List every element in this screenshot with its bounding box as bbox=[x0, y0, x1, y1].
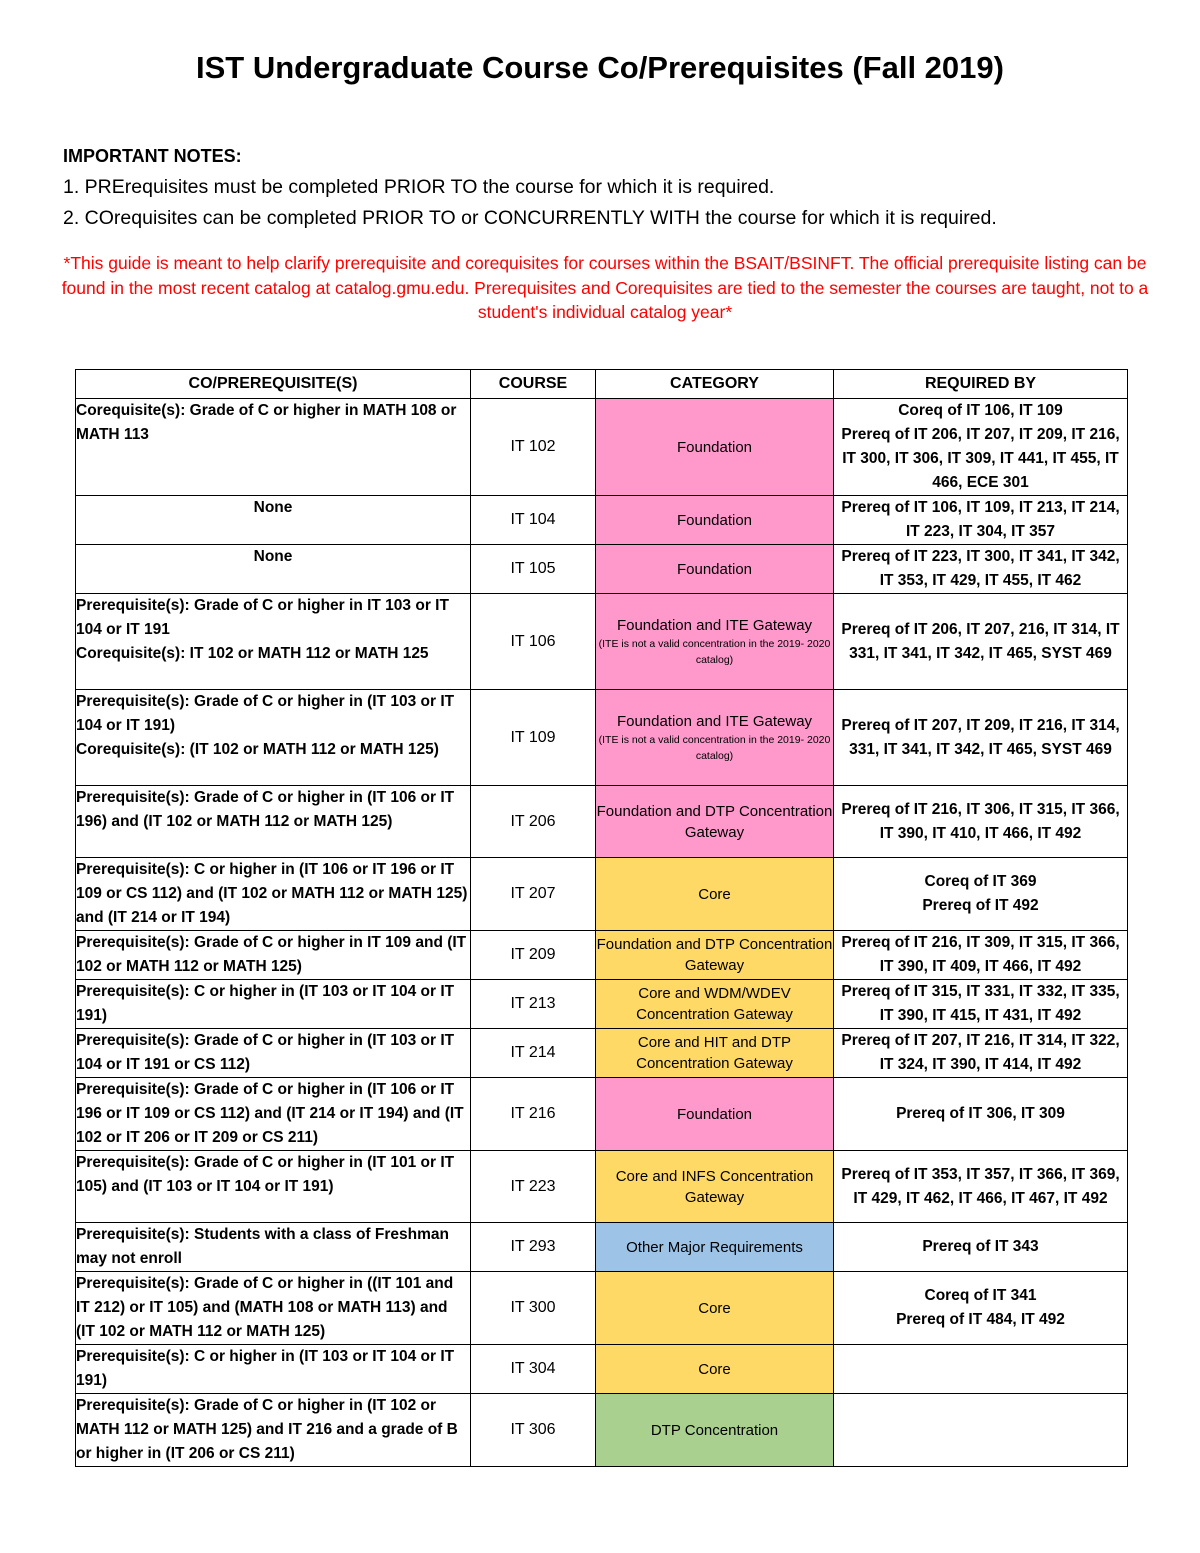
note-corequisite: 2. COrequisites can be completed PRIOR TO or CONCURRENTLY WITH the course for which it is required. bbox=[63, 207, 997, 229]
course-cell: IT 106 bbox=[471, 594, 596, 690]
category-cell bbox=[596, 931, 834, 980]
header-category: CATEGORY bbox=[596, 370, 834, 399]
category-label: Core bbox=[698, 1299, 731, 1317]
prerequisite-cell: Prerequisite(s): C or higher in (IT 103 or IT 104 or IT 191) bbox=[76, 1345, 471, 1394]
category-label: Foundation and ITE Gateway bbox=[616, 617, 813, 634]
table-row bbox=[76, 1272, 1128, 1345]
course-cell: IT 306 bbox=[471, 1394, 596, 1467]
category-label: Other Major Requirements bbox=[626, 1238, 803, 1256]
table-row bbox=[76, 399, 1128, 496]
category-label: Foundation and ITE Gateway bbox=[616, 713, 813, 730]
required-by-cell: Coreq of IT 369 Prereq of IT 492 bbox=[834, 858, 1128, 931]
category-label: Core and WDM/WDEV Concentration Gateway bbox=[636, 985, 793, 1023]
prerequisite-cell: Prerequisite(s): Grade of C or higher in (IT 101 or IT 105) and (IT 103 or IT 104 or IT 191) bbox=[76, 1151, 471, 1223]
course-cell: IT 293 bbox=[471, 1223, 596, 1272]
course-cell: IT 304 bbox=[471, 1345, 596, 1394]
category-cell bbox=[596, 858, 834, 931]
required-by-cell: Prereq of IT 306, IT 309 bbox=[834, 1078, 1128, 1151]
table-row bbox=[76, 1151, 1128, 1223]
category-label: Foundation and DTP Concentration Gateway bbox=[596, 802, 833, 841]
table-row bbox=[76, 786, 1128, 858]
table-row bbox=[76, 1223, 1128, 1272]
table-row bbox=[76, 1345, 1128, 1394]
category-label: Foundation bbox=[676, 1105, 753, 1123]
prerequisite-cell: Corequisite(s): Grade of C or higher in MATH 108 or MATH 113 bbox=[76, 399, 471, 496]
required-by-cell: Prereq of IT 353, IT 357, IT 366, IT 369, IT 429, IT 462, IT 466, IT 467, IT 492 bbox=[834, 1151, 1128, 1223]
table-row bbox=[76, 690, 1128, 786]
category-cell bbox=[596, 399, 834, 496]
course-cell: IT 105 bbox=[471, 545, 596, 594]
required-by-cell: Prereq of IT 106, IT 109, IT 213, IT 214, IT 223, IT 304, IT 357 bbox=[834, 496, 1128, 545]
category-cell bbox=[596, 1345, 834, 1394]
prerequisite-cell: Prerequisite(s): Grade of C or higher in (IT 102 or MATH 112 or MATH 125) and IT 216 and a grade of B or higher in (IT 206 or CS 211) bbox=[76, 1394, 471, 1467]
category-label: Foundation bbox=[676, 438, 753, 456]
category-label: Foundation and DTP Concentration Gateway bbox=[596, 936, 833, 974]
required-by-cell: Coreq of IT 106, IT 109 Prereq of IT 206, IT 207, IT 209, IT 216, IT 300, IT 306, IT 309, IT 441, IT 455, IT 466, ECE 301 bbox=[834, 399, 1128, 496]
required-by-cell: Prereq of IT 216, IT 309, IT 315, IT 366, IT 390, IT 409, IT 466, IT 492 bbox=[834, 931, 1128, 980]
header-coprerequisites: CO/PREREQUISITE(S) bbox=[76, 370, 471, 399]
table-header-row bbox=[76, 370, 1128, 399]
required-by-cell bbox=[834, 1394, 1128, 1467]
category-cell bbox=[596, 1151, 834, 1223]
category-cell bbox=[596, 1029, 834, 1078]
course-cell: IT 206 bbox=[471, 786, 596, 858]
header-course: COURSE bbox=[471, 370, 596, 399]
table-row bbox=[76, 980, 1128, 1029]
page-title: IST Undergraduate Course Co/Prerequisites (Fall 2019) bbox=[196, 50, 1004, 85]
category-cell bbox=[596, 1394, 834, 1467]
note-prerequisite: 1. PRErequisites must be completed PRIOR TO the course for which it is required. bbox=[63, 176, 775, 198]
prerequisite-cell: None bbox=[76, 496, 471, 545]
required-by-cell: Prereq of IT 343 bbox=[834, 1223, 1128, 1272]
required-by-cell: Prereq of IT 207, IT 209, IT 216, IT 314, 331, IT 341, IT 342, IT 465, SYST 469 bbox=[834, 690, 1128, 786]
category-cell bbox=[596, 980, 834, 1029]
prerequisite-cell: Prerequisite(s): C or higher in (IT 103 or IT 104 or IT 191) bbox=[76, 980, 471, 1029]
category-cell bbox=[596, 1078, 834, 1151]
disclaimer-text: *This guide is meant to help clarify prerequisite and corequisites for courses within the BSAIT/BSINFT. The official prerequisite listing can be found in the most recent catalog at catalog.gmu.edu. Prerequisites and Corequisites are tied to the semester the courses are taught, not to a student's individual catalog year* bbox=[61, 253, 1149, 322]
table-row bbox=[76, 1394, 1128, 1467]
prerequisite-cell: Prerequisite(s): Grade of C or higher in (IT 103 or IT 104 or IT 191 or CS 112) bbox=[76, 1029, 471, 1078]
header-required-by: REQUIRED BY bbox=[834, 370, 1128, 399]
prerequisite-cell: Prerequisite(s): Students with a class of Freshman may not enroll bbox=[76, 1223, 471, 1272]
category-cell bbox=[596, 545, 834, 594]
course-cell: IT 104 bbox=[471, 496, 596, 545]
category-cell bbox=[596, 594, 834, 690]
table-row bbox=[76, 545, 1128, 594]
table-row bbox=[76, 1029, 1128, 1078]
prerequisite-cell: Prerequisite(s): Grade of C or higher in IT 103 or IT 104 or IT 191 Corequisite(s): IT 102 or MATH 112 or MATH 125 bbox=[76, 594, 471, 690]
category-note: (ITE is not a valid concentration in the 2019- 2020 catalog) bbox=[598, 638, 831, 666]
required-by-cell: Prereq of IT 315, IT 331, IT 332, IT 335, IT 390, IT 415, IT 431, IT 492 bbox=[834, 980, 1128, 1029]
course-cell: IT 214 bbox=[471, 1029, 596, 1078]
course-cell: IT 213 bbox=[471, 980, 596, 1029]
category-label: Core bbox=[698, 885, 731, 903]
prerequisite-cell: Prerequisite(s): Grade of C or higher in (IT 106 or IT 196) and (IT 102 or MATH 112 or MATH 125) bbox=[76, 786, 471, 858]
required-by-cell: Prereq of IT 207, IT 216, IT 314, IT 322, IT 324, IT 390, IT 414, IT 492 bbox=[834, 1029, 1128, 1078]
prerequisite-table bbox=[75, 369, 1128, 1467]
prerequisite-cell: None bbox=[76, 545, 471, 594]
category-cell bbox=[596, 496, 834, 545]
table-row bbox=[76, 594, 1128, 690]
required-by-cell: Prereq of IT 223, IT 300, IT 341, IT 342, IT 353, IT 429, IT 455, IT 462 bbox=[834, 545, 1128, 594]
category-cell bbox=[596, 1223, 834, 1272]
category-cell bbox=[596, 786, 834, 858]
course-cell: IT 216 bbox=[471, 1078, 596, 1151]
prerequisite-cell: Prerequisite(s): Grade of C or higher in IT 109 and (IT 102 or MATH 112 or MATH 125) bbox=[76, 931, 471, 980]
course-cell: IT 207 bbox=[471, 858, 596, 931]
course-cell: IT 102 bbox=[471, 399, 596, 496]
table-row bbox=[76, 858, 1128, 931]
table-row bbox=[76, 496, 1128, 545]
category-cell bbox=[596, 1272, 834, 1345]
notes-heading: IMPORTANT NOTES: bbox=[63, 146, 242, 166]
table-row bbox=[76, 1078, 1128, 1151]
prerequisite-cell: Prerequisite(s): Grade of C or higher in (IT 103 or IT 104 or IT 191) Corequisite(s): (IT 102 or MATH 112 or MATH 125) bbox=[76, 690, 471, 786]
category-cell bbox=[596, 690, 834, 786]
table-row bbox=[76, 931, 1128, 980]
prerequisite-cell: Prerequisite(s): Grade of C or higher in ((IT 101 and IT 212) or IT 105) and (MATH 108 or MATH 113) and (IT 102 or MATH 112 or MATH 125) bbox=[76, 1272, 471, 1345]
course-cell: IT 109 bbox=[471, 690, 596, 786]
category-label: Foundation bbox=[676, 560, 753, 578]
course-cell: IT 223 bbox=[471, 1151, 596, 1223]
category-label: Core bbox=[698, 1360, 731, 1378]
course-cell: IT 300 bbox=[471, 1272, 596, 1345]
required-by-cell bbox=[834, 1345, 1128, 1394]
category-label: DTP Concentration bbox=[650, 1421, 779, 1439]
required-by-cell: Prereq of IT 216, IT 306, IT 315, IT 366, IT 390, IT 410, IT 466, IT 492 bbox=[834, 786, 1128, 858]
category-note: (ITE is not a valid concentration in the 2019- 2020 catalog) bbox=[598, 734, 831, 762]
prerequisite-cell: Prerequisite(s): C or higher in (IT 106 or IT 196 or IT 109 or CS 112) and (IT 102 or MATH 112 or MATH 125) and (IT 214 or IT 194) bbox=[76, 858, 471, 931]
category-label: Core and HIT and DTP Concentration Gateway bbox=[636, 1034, 793, 1072]
category-label: Core and INFS Concentration Gateway bbox=[615, 1167, 814, 1206]
required-by-cell: Prereq of IT 206, IT 207, 216, IT 314, IT 331, IT 341, IT 342, IT 465, SYST 469 bbox=[834, 594, 1128, 690]
course-cell: IT 209 bbox=[471, 931, 596, 980]
category-label: Foundation bbox=[676, 511, 753, 529]
required-by-cell: Coreq of IT 341 Prereq of IT 484, IT 492 bbox=[834, 1272, 1128, 1345]
prerequisite-cell: Prerequisite(s): Grade of C or higher in (IT 106 or IT 196 or IT 109 or CS 112) and (IT 214 or IT 194) and (IT 102 or IT 206 or IT 209 or CS 211) bbox=[76, 1078, 471, 1151]
